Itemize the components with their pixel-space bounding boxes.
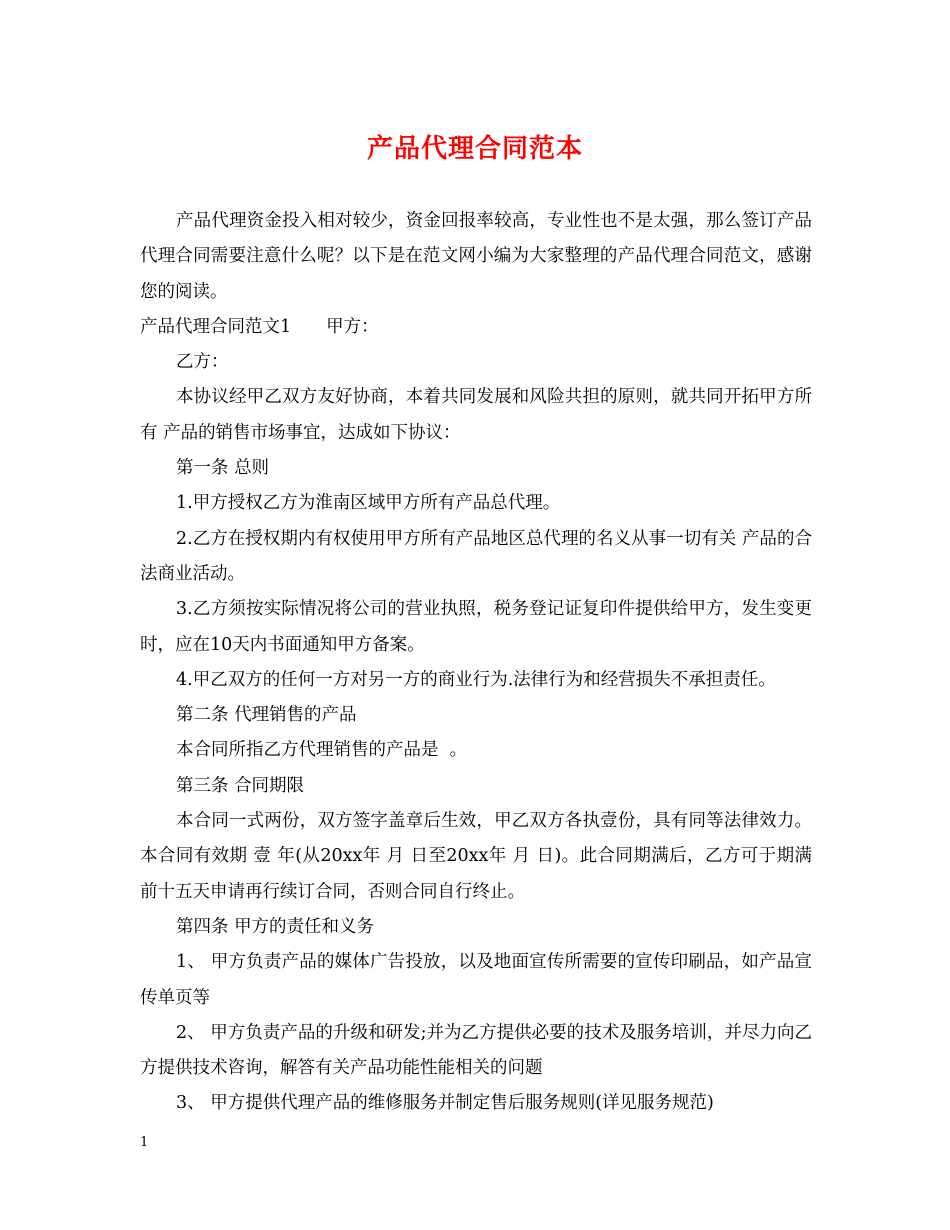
- article-1-clause-4: 4.甲乙双方的任何一方对另一方的商业行为.法律行为和经营损失不承担责任。: [176, 669, 776, 690]
- document-title: 产品代理合同范本: [366, 134, 583, 164]
- article-1-clause-1: 1.甲方授权乙方为淮南区域甲方所有产品总代理。: [176, 493, 561, 514]
- article-2-heading: 第二条 代理销售的产品: [176, 705, 357, 726]
- article-4-heading: 第四条 甲方的责任和义务: [176, 916, 375, 937]
- page-number: 1: [140, 1135, 149, 1150]
- contract-heading-party-a: 产品代理合同范文1 甲方：: [140, 316, 379, 337]
- article-4-item-2: 2、 甲方负责产品的升级和研发;并为乙方提供必要的技术及服务培训，并尽力向乙方提供技术咨询，解答有关产品功能性能相关的问题: [140, 1022, 812, 1079]
- article-3-text: 本合同一式两份，双方签字盖章后生效，甲乙双方各执壹份，具有同等法律效力。本合同有效期 壹 年(从20xx年 月 日至20xx年 月 日)。此合同期满后，乙方可于期满前十五天申请再行续订合同，否则合同自行终止。: [140, 811, 812, 902]
- party-b-line: 乙方：: [176, 352, 229, 373]
- intro-paragraph: 产品代理资金投入相对较少，资金回报率较高，专业性也不是太强，那么签订产品代理合同需要注意什么呢？以下是在范文网小编为大家整理的产品代理合同范文，感谢您的阅读。: [140, 211, 812, 302]
- article-3-heading: 第三条 合同期限: [176, 775, 305, 796]
- document-body: [140, 204, 812, 1122]
- article-2-text: 本合同所指乙方代理销售的产品是 。: [176, 740, 468, 761]
- article-1-clause-2: 2.乙方在授权期内有权使用甲方所有产品地区总代理的名义从事一切有关 产品的合法商业活动。: [140, 528, 812, 584]
- article-1-clause-3: 3.乙方须按实际情况将公司的营业执照，税务登记证复印件提供给甲方，发生变更时，应在10天内书面通知甲方备案。: [140, 599, 812, 655]
- agreement-preamble: 本协议经甲乙双方友好协商，本着共同发展和风险共担的原则，就共同开拓甲方所有 产品的销售市场事宜，达成如下协议：: [140, 387, 812, 443]
- article-4-item-1: 1、 甲方负责产品的媒体广告投放，以及地面宣传所需要的宣传印刷品，如产品宣传单页等: [140, 952, 812, 1008]
- article-1-heading: 第一条 总则: [176, 458, 270, 479]
- article-4-item-3: 3、 甲方提供代理产品的维修服务并制定售后服务规则(详见服务规范): [176, 1093, 714, 1114]
